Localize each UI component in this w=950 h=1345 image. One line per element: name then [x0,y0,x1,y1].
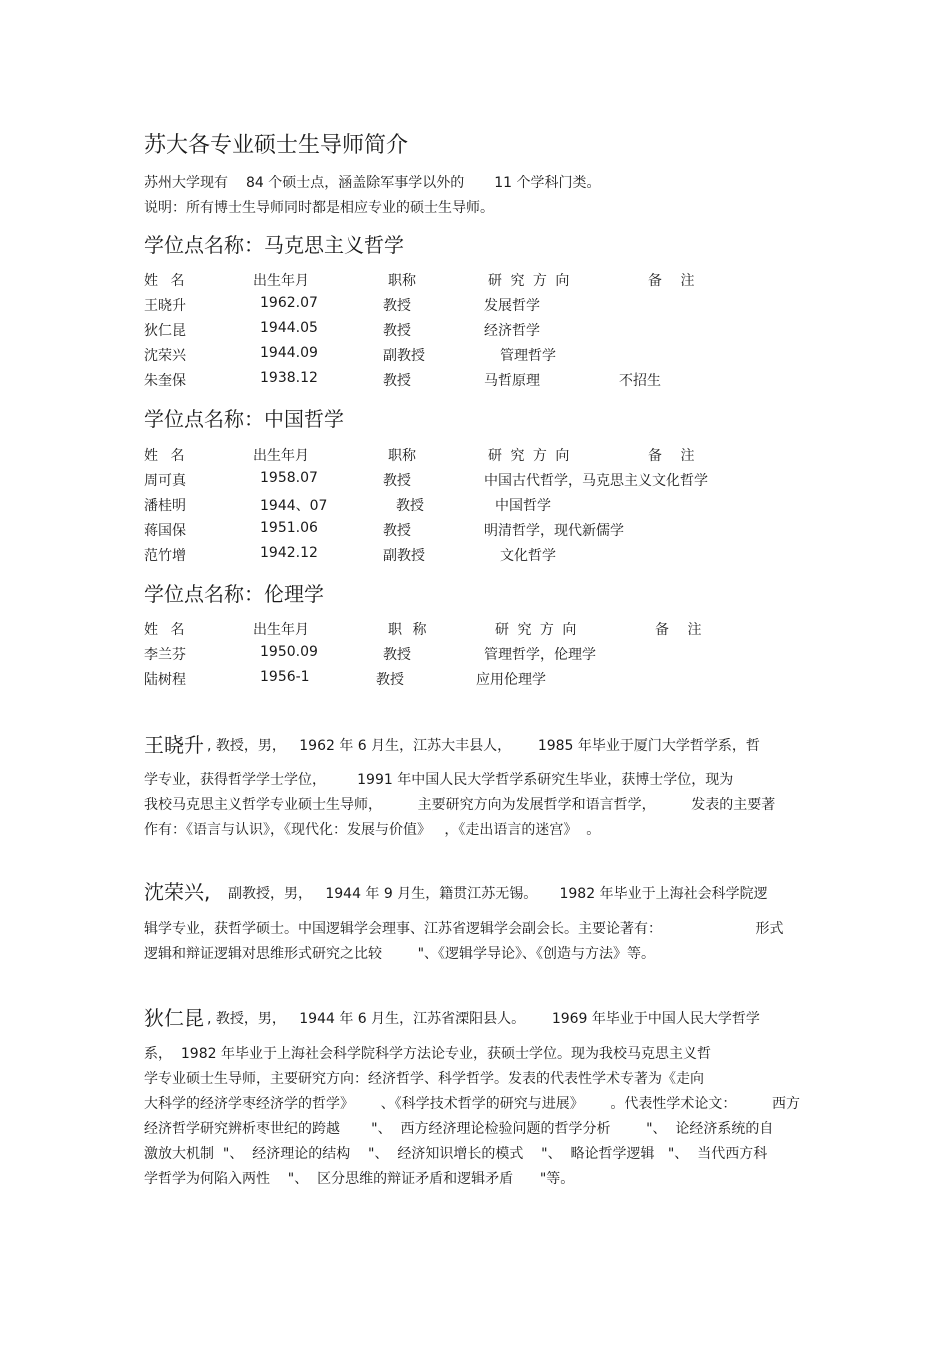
row-birth: 1962.07 [260,295,318,311]
bio-line: 我校马克思主义哲学专业硕士生导师， 主要研究方向为发展哲学和语言哲学， 发表的主要著 [144,797,776,813]
row-birth: 1950.09 [260,644,318,660]
section-title: 学位点名称：中国哲学 [144,407,344,431]
header-birth: 出生年月 [253,273,309,289]
bio-name: 王晓升 [144,733,204,757]
row-title: 教授 [383,373,411,389]
row-name: 陆树程 [144,672,186,688]
row-birth: 1942.12 [260,545,318,561]
header-birth: 出生年月 [253,448,309,464]
header-research: 研 究 方 向 [488,448,570,464]
bio-line: , 教授，男， 1944 年 6 月生，江苏省溧阳县人。 1969 年毕业于中国人民大学哲学 [207,1011,760,1027]
header-remark: 备 注 [655,622,702,638]
document-title: 苏大各专业硕士生导师简介 [144,133,409,158]
header-name: 姓 名 [144,273,185,289]
header-remark: 备 注 [648,273,695,289]
row-name: 沈荣兴 [144,348,186,364]
row-research: 文化哲学 [500,548,556,564]
row-name: 狄仁昆 [144,323,186,339]
row-title: 教授 [383,298,411,314]
header-name: 姓 名 [144,622,185,638]
row-title: 教授 [383,647,411,663]
row-research: 发展哲学 [484,298,540,314]
row-title: 教授 [383,473,411,489]
row-name: 王晓升 [144,298,186,314]
header-birth: 出生年月 [253,622,309,638]
section-title: 学位点名称：伦理学 [144,582,324,606]
bio-line: 大科学的经济学枣经济学的哲学》 、《科学技术哲学的研究与进展》 。代表性学术论文： 西方 [144,1096,801,1112]
bio-line: 系， 1982 年毕业于上海社会科学院科学方法论专业，获硕士学位。现为我校马克思主义哲 [144,1046,711,1062]
header-title: 职称 [388,273,416,289]
row-name: 潘桂明 [144,498,186,514]
row-title: 教授 [383,323,411,339]
header-name: 姓 名 [144,448,185,464]
row-research: 应用伦理学 [476,672,546,688]
bio-line: 逻辑和辩证逻辑对思维形式研究之比较 "、《逻辑学导论》、《创造与方法》等。 [144,946,656,962]
bio-line: 经济哲学研究辨析枣世纪的跨越 "、 西方经济理论检验问题的哲学分析 "、 论经济系统的自 [144,1121,774,1137]
row-name: 李兰芬 [144,647,186,663]
row-birth: 1944、07 [260,498,328,514]
bio-line: 学哲学为何陷入两性 "、 区分思维的辩证矛盾和逻辑矛盾 "等。 [144,1171,575,1187]
section-title: 学位点名称：马克思主义哲学 [144,233,404,257]
header-title: 职称 [388,448,416,464]
row-research: 经济哲学 [484,323,540,339]
header-research: 研 究 方 向 [488,273,570,289]
header-title: 职 称 [388,622,427,638]
row-birth: 1958.07 [260,470,318,486]
row-birth: 1944.09 [260,345,318,361]
intro-line-1 [144,172,601,192]
row-research: 管理哲学，伦理学 [484,647,596,663]
intro-text-b: 84 个硕士点，涵盖除军事学以外的 [246,175,465,191]
header-research: 研 究 方 向 [495,622,577,638]
bio-line: 作有：《语言与认识》，《现代化：发展与价值》 ，《走出语言的迷宫》 。 [144,822,601,838]
row-research: 马哲原理 [484,373,540,389]
row-birth: 1956-1 [260,669,310,685]
row-name: 范竹增 [144,548,186,564]
row-name: 朱奎保 [144,373,186,389]
row-birth: 1938.12 [260,370,318,386]
bio-line: 激放大机制 "、 经济理论的结构 "、 经济知识增长的模式 "、 略论哲学逻辑 "、 当代西方科 [144,1146,768,1162]
row-research: 明清哲学，现代新儒学 [484,523,624,539]
bio-line: 学专业，获得哲学学士学位， 1991 年中国人民大学哲学系研究生毕业，获博士学位，现为 [144,772,734,788]
row-research: 中国哲学 [495,498,551,514]
row-birth: 1944.05 [260,320,318,336]
row-title: 教授 [396,498,424,514]
header-remark: 备 注 [648,448,695,464]
bio-line: 学专业硕士生导师，主要研究方向：经济哲学、科学哲学。发表的代表性学术专著为《走向 [144,1071,704,1087]
intro-text-c: 11 个学科门类。 [494,175,601,191]
row-title: 教授 [376,672,404,688]
bio-name: 沈荣兴, [144,880,211,904]
row-research: 管理哲学 [500,348,556,364]
intro-line-2: 说明：所有博士生导师同时都是相应专业的硕士生导师。 [144,200,494,216]
bio-line: , 教授，男， 1962 年 6 月生，江苏大丰县人， 1985 年毕业于厦门大学哲学系，哲 [207,738,760,754]
row-name: 蒋国保 [144,523,186,539]
row-research: 中国古代哲学，马克思主义文化哲学 [484,473,708,489]
row-birth: 1951.06 [260,520,318,536]
row-name: 周可真 [144,473,186,489]
bio-line: 副教授，男， 1944 年 9 月生，籍贯江苏无锡。 1982 年毕业于上海社会科学院逻 [228,886,768,902]
row-remark: 不招生 [619,373,661,389]
bio-line: 辑学专业，获哲学硕士。中国逻辑学会理事、江苏省逻辑学会副会长。主要论著有： 形式 [144,921,784,937]
row-title: 副教授 [383,348,425,364]
row-title: 教授 [383,523,411,539]
bio-name: 狄仁昆 [144,1006,204,1030]
row-title: 副教授 [383,548,425,564]
intro-text-a: 苏州大学现有 [144,175,228,191]
